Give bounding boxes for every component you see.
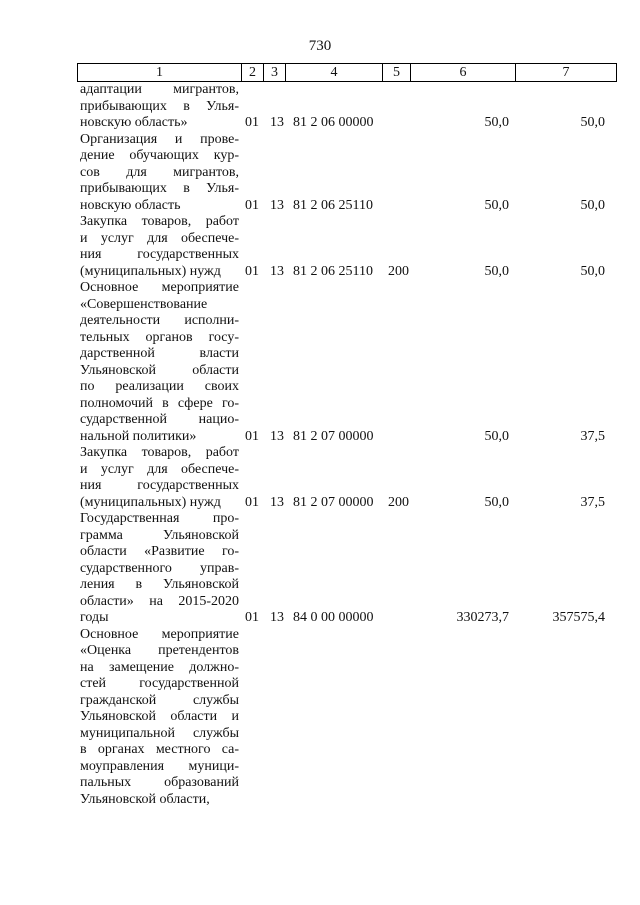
description-line: сударственного управ- xyxy=(80,560,239,576)
description-line: «Совершенствование xyxy=(80,296,208,312)
amount-2020: 357575,4 xyxy=(552,610,605,625)
amount-2019: 50,0 xyxy=(484,197,509,213)
row-description xyxy=(80,280,239,445)
header-col-4: 4 xyxy=(286,64,383,81)
table-row xyxy=(0,280,640,445)
description-line: (муниципальных) нужд xyxy=(80,263,221,279)
description-line: области «Развитие го- xyxy=(80,544,239,559)
description-line: области» на 2015-2020 xyxy=(80,593,239,609)
description-line: Основное мероприятие xyxy=(80,280,239,295)
amount-2019: 50,0 xyxy=(484,263,509,279)
subsection-code: 13 xyxy=(270,428,284,444)
target-article-code: 81 2 07 00000 xyxy=(293,494,374,510)
description-line: моуправления муници- xyxy=(80,758,239,774)
description-line: деятельности исполни- xyxy=(80,313,239,328)
amount-2020: 50,0 xyxy=(580,197,605,213)
description-line: ления в Ульяновской xyxy=(80,577,239,592)
table-row xyxy=(0,132,640,215)
description-line: новскую область xyxy=(80,197,181,213)
header-col-1: 1 xyxy=(78,64,242,81)
description-line: в органах местного са- xyxy=(80,742,239,757)
description-line: Ульяновской области xyxy=(80,362,239,378)
table-row xyxy=(0,627,640,809)
table-body xyxy=(0,82,640,808)
section-code: 01 xyxy=(245,197,259,213)
header-col-7: 7 xyxy=(562,65,570,80)
row-values xyxy=(0,264,640,281)
row-values xyxy=(0,495,640,512)
header-col-2: 2 xyxy=(242,64,264,81)
description-line: сударственной нацио- xyxy=(80,412,239,427)
row-values xyxy=(0,610,640,627)
amount-2020: 37,5 xyxy=(580,428,605,444)
section-code: 01 xyxy=(245,610,259,625)
amount-2019: 50,0 xyxy=(484,115,509,130)
amount-2020: 37,5 xyxy=(580,494,605,510)
amount-2019: 50,0 xyxy=(484,494,509,510)
description-line: прибывающих в Улья- xyxy=(80,181,239,196)
target-article-code: 81 2 07 00000 xyxy=(293,428,374,444)
amount-2019: 50,0 xyxy=(484,428,509,444)
description-line: сов для мигрантов, xyxy=(80,164,239,180)
description-line: нальной политики» xyxy=(80,428,197,444)
description-line: новскую область» xyxy=(80,115,188,130)
section-code: 01 xyxy=(245,263,259,279)
description-line: Закупка товаров, работ xyxy=(80,214,239,229)
description-line: ния государственных xyxy=(80,478,239,493)
description-line: и услуг для обеспече- xyxy=(80,230,239,246)
description-line: «Оценка претендентов xyxy=(80,643,239,658)
row-values xyxy=(0,429,640,446)
description-line: тельных органов госу- xyxy=(80,329,239,345)
table-row xyxy=(0,82,640,132)
description-line: Основное мероприятие xyxy=(80,626,239,642)
subsection-code: 13 xyxy=(270,263,284,279)
description-line: и услуг для обеспече- xyxy=(80,461,239,477)
amount-2020: 50,0 xyxy=(580,263,605,279)
description-line: адаптации мигрантов, xyxy=(80,82,239,97)
row-values xyxy=(0,198,640,215)
description-line: дение обучающих кур- xyxy=(80,148,239,163)
description-line: дарственной власти xyxy=(80,346,239,361)
table-header xyxy=(77,63,617,82)
subsection-code: 13 xyxy=(270,197,284,213)
description-line: Организация и прове- xyxy=(80,131,239,147)
description-line: грамма Ульяновской xyxy=(80,527,239,543)
description-line: прибывающих в Улья- xyxy=(80,98,239,114)
header-col-5: 5 xyxy=(383,64,411,81)
section-code: 01 xyxy=(245,428,259,444)
target-article-code: 81 2 06 25110 xyxy=(293,263,373,279)
expense-type-code: 200 xyxy=(388,494,409,510)
row-values xyxy=(0,115,640,132)
row-values xyxy=(0,792,640,809)
description-line: ния государственных xyxy=(80,247,239,262)
target-article-code: 84 0 00 00000 xyxy=(293,610,374,625)
description-line: годы xyxy=(80,610,109,625)
header-col-6: 6 xyxy=(411,64,516,81)
description-line: по реализации своих xyxy=(80,379,239,394)
description-line: гражданской службы xyxy=(80,692,239,708)
table-row xyxy=(0,445,640,511)
description-line: муниципальной службы xyxy=(80,725,239,741)
table-row xyxy=(0,511,640,627)
description-line: пальных образований xyxy=(80,775,239,790)
target-article-code: 81 2 06 00000 xyxy=(293,115,374,130)
description-line: стей государственной xyxy=(80,676,239,691)
description-line: Закупка товаров, работ xyxy=(80,445,239,460)
subsection-code: 13 xyxy=(270,494,284,510)
description-line: (муниципальных) нужд xyxy=(80,494,221,510)
amount-2019: 330273,7 xyxy=(456,610,509,625)
amount-2020: 50,0 xyxy=(580,115,605,130)
row-description xyxy=(80,627,239,809)
target-article-code: 81 2 06 25110 xyxy=(293,197,373,213)
subsection-code: 13 xyxy=(270,115,284,130)
description-line: Ульяновской области, xyxy=(80,791,210,807)
header-col-3: 3 xyxy=(264,64,286,81)
description-line: на замещение должно- xyxy=(80,659,239,675)
expense-type-code: 200 xyxy=(388,263,409,279)
subsection-code: 13 xyxy=(270,610,284,625)
section-code: 01 xyxy=(245,115,259,130)
description-line: Государственная про- xyxy=(80,511,239,526)
table-row xyxy=(0,214,640,280)
section-code: 01 xyxy=(245,494,259,510)
description-line: полномочий в сфере го- xyxy=(80,395,239,411)
description-line: Ульяновской области и xyxy=(80,709,239,724)
page-number: 730 xyxy=(308,38,332,54)
